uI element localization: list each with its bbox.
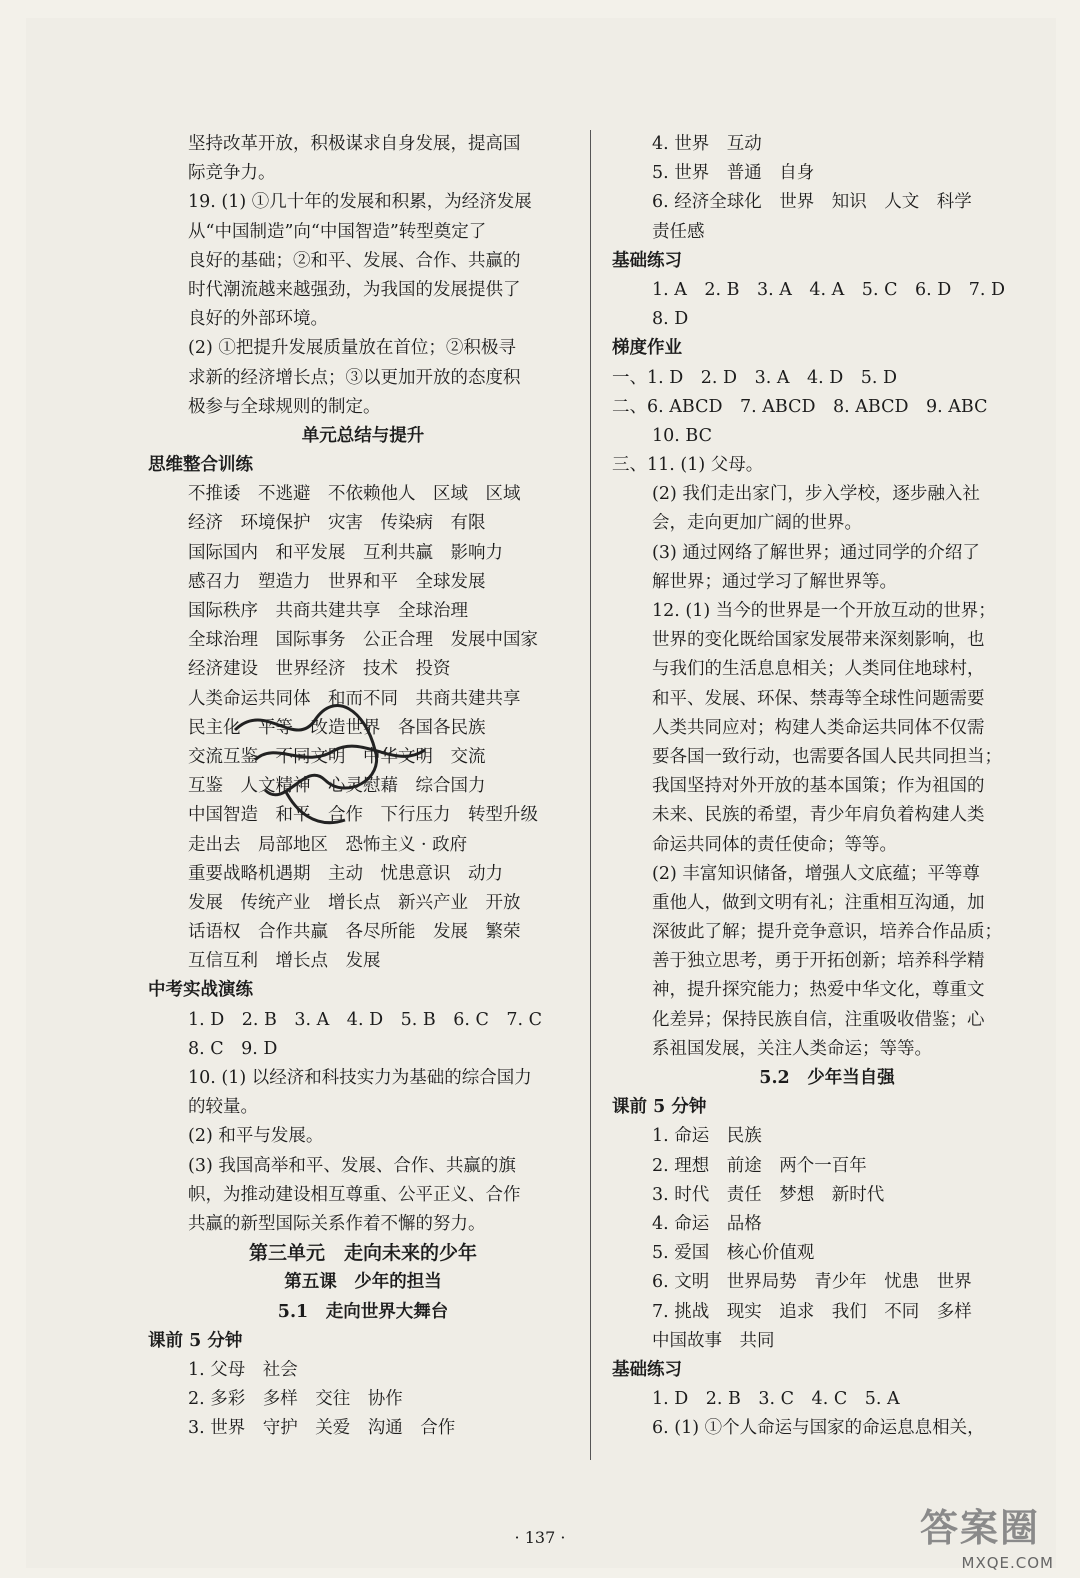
left-column-line: 良好的外部环境。: [188, 309, 328, 330]
right-column-line: 人类共同应对；构建人类命运共同体不仅需: [652, 717, 985, 738]
right-column-line: 会，走向更加广阔的世界。: [652, 513, 862, 534]
right-column-line: 4. 世界 互动: [652, 134, 762, 154]
right-column-line: 深彼此了解；提升竞争意识，培养合作品质；: [652, 922, 1002, 943]
left-column-line: 1. 父母 社会: [188, 1359, 298, 1380]
left-column-line: 5.1 走向世界大舞台: [277, 1301, 449, 1322]
left-column-line: 1. D 2. B 3. A 4. D 5. B 6. C 7. C: [188, 1009, 543, 1030]
left-column-line: 求新的经济增长点；③以更加开放的态度积: [188, 367, 521, 388]
right-column-line: 重他人，做到文明有礼；注重相互沟通，加: [652, 892, 985, 913]
left-column-line: 重要战略机遇期 主动 忧患意识 动力: [188, 863, 503, 884]
right-column-line: 与我们的生活息息相关；人类同住地球村，: [652, 659, 985, 680]
right-column-line: 要各国一致行动，也需要各国人民共同担当；: [652, 746, 1002, 767]
left-column-line: 经济 环境保护 灾害 传染病 有限: [188, 513, 486, 534]
left-column-line: 经济建设 世界经济 技术 投资: [188, 659, 451, 680]
left-column-line: 交流互鉴 不同文明 中华文明 交流: [188, 746, 486, 767]
right-column-line: 未来、民族的希望，青少年肩负着构建人类: [652, 805, 985, 826]
left-column-line: 民主化 平等 改造世界 各国各民族: [188, 717, 486, 738]
right-column-line: (3) 通过网络了解世界；通过同学的介绍了: [652, 542, 980, 563]
right-column-line: 系祖国发展，关注人类命运；等等。: [652, 1038, 932, 1059]
right-column-line: 和平、发展、环保、禁毒等全球性问题需要: [652, 688, 985, 709]
right-column-line: 5. 世界 普通 自身: [652, 163, 815, 184]
left-column-line: 人类命运共同体 和而不同 共商共建共享: [188, 688, 521, 709]
right-column-line: 梯度作业: [612, 338, 682, 359]
left-column-line: 坚持改革开放，积极谋求自身发展，提高国: [188, 134, 521, 154]
left-column-line: (3) 我国高举和平、发展、合作、共赢的旗: [188, 1155, 516, 1176]
left-column-line: 发展 传统产业 增长点 新兴产业 开放: [188, 892, 521, 913]
right-column-line: 3. 时代 责任 梦想 新时代: [652, 1184, 885, 1205]
right-column-line: 4. 命运 品格: [652, 1213, 762, 1234]
left-column-line: 帜，为推动建设相互尊重、公平正义、合作: [188, 1184, 521, 1205]
right-column-line: 一、1. D 2. D 3. A 4. D 5. D: [612, 367, 898, 388]
left-column-line: 走出去 局部地区 恐怖主义 · 政府: [188, 834, 468, 855]
left-column-line: 2. 多彩 多样 交往 协作: [188, 1389, 403, 1410]
right-column-line: 12. (1) 当今的世界是一个开放互动的世界；: [652, 601, 996, 621]
left-column-line: 互鉴 人文精神 心灵慰藉 综合国力: [188, 776, 486, 797]
right-column-line: 善于独立思考，勇于开拓创新；培养科学精: [652, 951, 985, 972]
right-column-line: 三、11. (1) 父母。: [612, 455, 764, 476]
left-column-line: 3. 世界 守护 关爱 沟通 合作: [188, 1418, 456, 1439]
right-column-line: 我国坚持对外开放的基本国策；作为祖国的: [652, 776, 985, 797]
left-column-line: 感召力 塑造力 世界和平 全球发展: [188, 571, 486, 592]
right-column-line: 化差异；保持民族自信，注重吸收借鉴；心: [652, 1009, 985, 1030]
column-divider: [590, 130, 591, 1460]
right-column-line: 8. D: [652, 309, 689, 330]
right-column-line: 6. 文明 世界局势 青少年 忧患 世界: [652, 1272, 972, 1293]
left-column-line: 国际国内 和平发展 互利共赢 影响力: [188, 542, 503, 563]
right-column-line: 解世界；通过学习了解世界等。: [652, 571, 897, 592]
right-column-line: 基础练习: [612, 250, 682, 271]
left-column-line: 全球治理 国际事务 公正合理 发展中国家: [188, 630, 538, 651]
right-column-line: 10. BC: [652, 425, 712, 446]
left-column-line: 10. (1) 以经济和科技实力为基础的综合国力: [188, 1068, 532, 1088]
right-column-line: 责任感: [652, 221, 705, 242]
watermark-logo: 答案圈: [919, 1506, 1040, 1550]
right-column-line: 1. 命运 民族: [652, 1126, 762, 1147]
left-column-line: 时代潮流越来越强劲，为我国的发展提供了: [188, 279, 521, 300]
right-column-line: 5.2 少年当自强: [759, 1068, 895, 1088]
right-column: [612, 130, 1042, 1443]
left-column-line: 中国智造 和平 合作 下行压力 转型升级: [188, 805, 538, 826]
left-column-line: (2) 和平与发展。: [188, 1126, 324, 1147]
right-column-line: 1. A 2. B 3. A 4. A 5. C 6. D 7. D: [652, 279, 1006, 300]
right-column-line: 课前 5 分钟: [612, 1097, 707, 1118]
watermark-url: MXQE.COM: [961, 1554, 1054, 1572]
left-column-line: 单元总结与提升: [301, 425, 425, 446]
right-column-line: 5. 爱国 核心价值观: [652, 1243, 815, 1264]
right-column-line: (2) 我们走出家门，步入学校，逐步融入社: [652, 484, 980, 505]
right-column-line: (2) 丰富知识储备，增强人文底蕴；平等尊: [652, 863, 980, 884]
left-column-line: 际竞争力。: [188, 163, 276, 184]
right-column-line: 基础练习: [612, 1359, 682, 1380]
right-column-line: 6. 经济全球化 世界 知识 人文 科学: [652, 192, 972, 213]
right-column-line: 二、6. ABCD 7. ABCD 8. ABCD 9. ABC: [612, 396, 988, 417]
right-column-line: 7. 挑战 现实 追求 我们 不同 多样: [652, 1301, 972, 1322]
right-column-line: 命运共同体的责任使命；等等。: [652, 834, 897, 855]
page-number: · 137 ·: [514, 1528, 566, 1547]
handwritten-scribble: [225, 690, 445, 840]
left-column-line: 19. (1) ①几十年的发展和积累，为经济发展: [188, 192, 532, 213]
left-column-line: 中考实战演练: [148, 980, 253, 1001]
left-column-line: 话语权 合作共赢 各尽所能 发展 繁荣: [188, 922, 521, 943]
left-column-line: 极参与全球规则的制定。: [188, 396, 381, 417]
left-column-line: 第三单元 走向未来的少年: [248, 1242, 477, 1265]
left-column-line: (2) ①把提升发展质量放在首位；②积极寻: [188, 338, 516, 359]
left-column-line: 从“中国制造”向“中国智造”转型奠定了: [188, 221, 487, 242]
right-column-line: 中国故事 共同: [652, 1330, 775, 1351]
right-column-line: 神，提升探究能力；热爱中华文化，尊重文: [652, 980, 985, 1001]
left-column-line: 思维整合训练: [148, 455, 253, 476]
right-column-line: 2. 理想 前途 两个一百年: [652, 1155, 867, 1176]
left-column-line: 的较量。: [188, 1097, 258, 1118]
left-column-line: 课前 5 分钟: [148, 1330, 243, 1351]
left-column-line: 第五课 少年的担当: [284, 1272, 442, 1293]
left-column-line: 国际秩序 共商共建共享 全球治理: [188, 601, 468, 621]
left-column-line: 共赢的新型国际关系作着不懈的努力。: [188, 1213, 486, 1234]
left-column-line: 良好的基础；②和平、发展、合作、共赢的: [188, 250, 521, 271]
right-column-line: 6. (1) ①个人命运与国家的命运息息相关，: [652, 1418, 985, 1439]
left-column-line: 不推诿 不逃避 不依赖他人 区域 区域: [188, 484, 521, 505]
left-column-line: 互信互利 增长点 发展: [188, 951, 381, 972]
right-column-line: 世界的变化既给国家发展带来深刻影响，也: [652, 630, 985, 651]
right-column-line: 1. D 2. B 3. C 4. C 5. A: [652, 1389, 900, 1410]
left-column-line: 8. C 9. D: [188, 1038, 278, 1059]
